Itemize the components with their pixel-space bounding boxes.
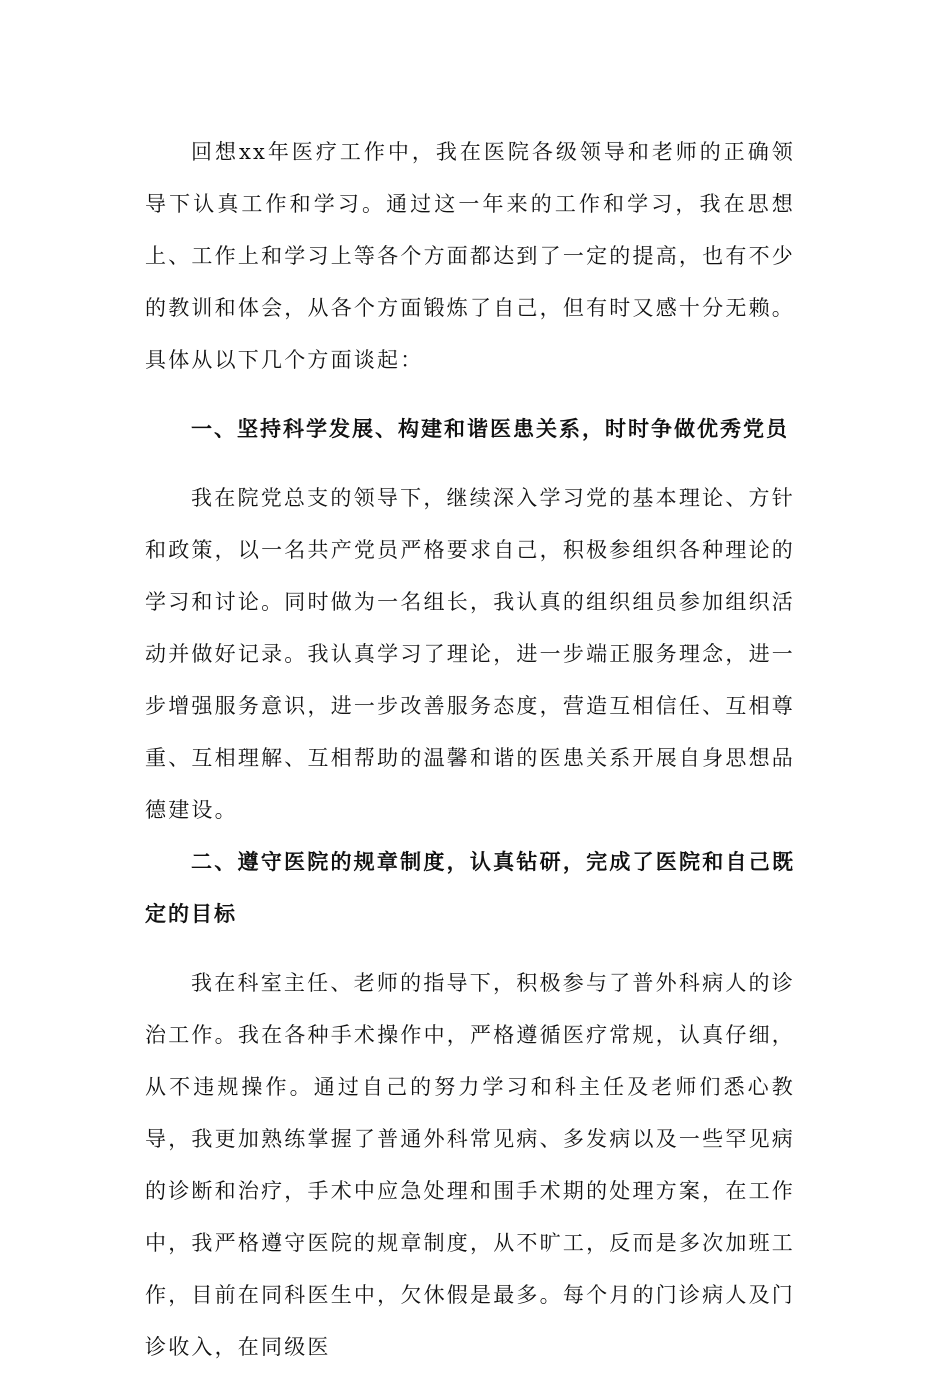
- section-heading-1: 一、坚持科学发展、构建和谐医患关系，时时争做优秀党员: [191, 417, 789, 441]
- spacer: [145, 386, 795, 403]
- spacer: [145, 455, 795, 472]
- document-body: [145, 126, 795, 1373]
- paragraph-party-study: 我在院党总支的领导下，继续深入学习党的基本理论、方针和政策，以一名共产党员严格要求自己，积极参组织各种理论的学习和讨论。同时做为一名组长，我认真的组织组员参加组织活动并做好记录。我认真学习了理论，进一步端正服务理念，进一步增强服务意识，进一步改善服务态度，营造互相信任、互相尊重、互相理解、互相帮助的温馨和谐的医患关系开展自身思想品德建设。: [145, 486, 795, 822]
- spacer: [145, 940, 795, 957]
- paragraph-intro: 回想xx年医疗工作中，我在医院各级领导和老师的正确领导下认真工作和学习。通过这一年来的工作和学习，我在思想上、工作上和学习上等各个方面都达到了一定的提高，也有不少的教训和体会，从各个方面锻炼了自己，但有时又感十分无赖。具体从以下几个方面谈起：: [145, 140, 795, 372]
- section-heading-2: 二、遵守医院的规章制度，认真钻研，完成了医院和自己既定的目标: [145, 850, 795, 926]
- paragraph-clinical-work: 我在科室主任、老师的指导下，积极参与了普外科病人的诊治工作。我在各种手术操作中，严格遵循医疗常规，认真仔细，从不违规操作。通过自己的努力学习和科主任及老师们悉心教导，我更加熟练掌握了普通外科常见病、多发病以及一些罕见病的诊断和治疗，手术中应急处理和围手术期的处理方案，在工作中，我严格遵守医院的规章制度，从不旷工，反而是多次加班工作，目前在同科医生中，欠休假是最多。每个月的门诊病人及门诊收入，在同级医: [145, 971, 795, 1359]
